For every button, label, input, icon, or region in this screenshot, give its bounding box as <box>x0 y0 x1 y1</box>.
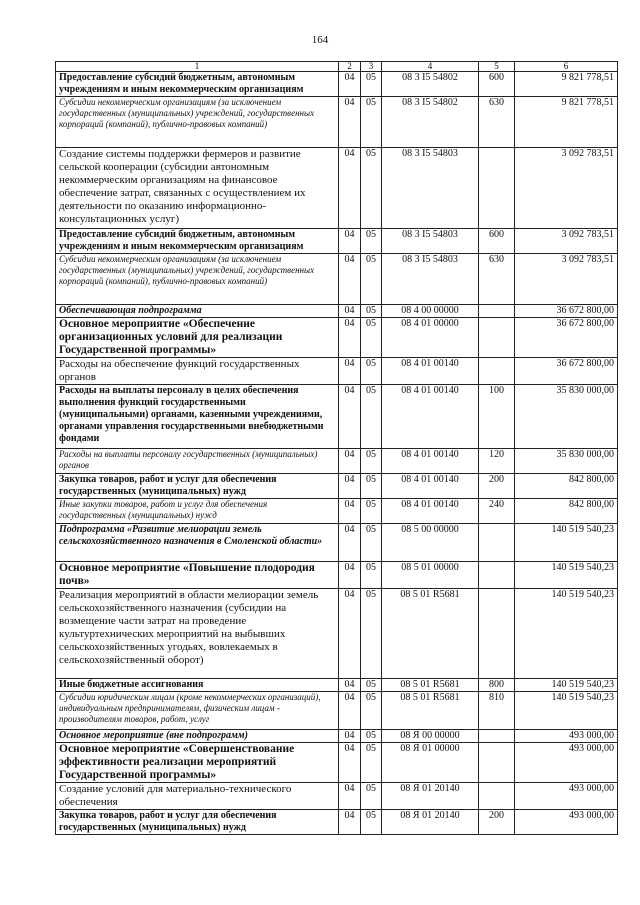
row-section: 04 <box>339 474 361 499</box>
row-section: 04 <box>339 358 361 385</box>
row-expense-type: 100 <box>479 385 515 449</box>
row-target-article: 08 3 I5 54802 <box>382 72 479 97</box>
row-subsection: 05 <box>361 810 382 835</box>
table-row <box>56 730 618 743</box>
row-amount: 140 519 540,23 <box>515 524 618 562</box>
row-amount: 493 000,00 <box>515 783 618 810</box>
row-subsection: 05 <box>361 679 382 692</box>
row-target-article: 08 3 I5 54803 <box>382 229 479 254</box>
row-target-article: 08 Я 00 00000 <box>382 730 479 743</box>
column-header: 5 <box>479 62 515 72</box>
row-amount: 36 672 800,00 <box>515 305 618 318</box>
row-subsection: 05 <box>361 254 382 305</box>
table-row <box>56 72 618 97</box>
row-amount: 3 092 783,51 <box>515 148 618 229</box>
row-target-article: 08 4 00 00000 <box>382 305 479 318</box>
row-section: 04 <box>339 524 361 562</box>
table-row <box>56 318 618 358</box>
row-name: Иные бюджетные ассигнования <box>56 679 339 692</box>
row-expense-type <box>479 305 515 318</box>
row-subsection: 05 <box>361 449 382 474</box>
table-row <box>56 148 618 229</box>
table-row <box>56 97 618 148</box>
row-target-article: 08 4 01 00000 <box>382 318 479 358</box>
row-subsection: 05 <box>361 358 382 385</box>
row-amount: 35 830 000,00 <box>515 449 618 474</box>
row-name: Основное мероприятие «Совершенствование эффективности реализации мероприятий Государственной программы» <box>56 743 339 783</box>
row-section: 04 <box>339 148 361 229</box>
row-section: 04 <box>339 72 361 97</box>
row-target-article: 08 5 01 R5681 <box>382 692 479 730</box>
table-row <box>56 474 618 499</box>
row-target-article: 08 Я 01 20140 <box>382 783 479 810</box>
column-header: 3 <box>361 62 382 72</box>
row-expense-type <box>479 148 515 229</box>
column-header: 6 <box>515 62 618 72</box>
table-row <box>56 743 618 783</box>
row-name: Основное мероприятие (вне подпрограмм) <box>56 730 339 743</box>
row-name: Закупка товаров, работ и услуг для обеспечения государственных (муниципальных) нужд <box>56 810 339 835</box>
row-expense-type: 120 <box>479 449 515 474</box>
row-subsection: 05 <box>361 730 382 743</box>
row-name: Основное мероприятие «Обеспечение организационных условий для реализации Государственной программы» <box>56 318 339 358</box>
row-name: Субсидии юридическим лицам (кроме некоммерческих организаций), индивидуальным предпринимателям, физическим лицам - производителям товаров, работ, услуг <box>56 692 339 730</box>
row-amount: 9 821 778,51 <box>515 72 618 97</box>
row-name: Обеспечивающая подпрограмма <box>56 305 339 318</box>
row-amount: 493 000,00 <box>515 730 618 743</box>
row-amount: 140 519 540,23 <box>515 679 618 692</box>
table-row <box>56 385 618 449</box>
row-amount: 842 800,00 <box>515 499 618 524</box>
row-section: 04 <box>339 254 361 305</box>
row-target-article: 08 5 01 00000 <box>382 562 479 589</box>
row-target-article: 08 3 I5 54802 <box>382 97 479 148</box>
row-subsection: 05 <box>361 524 382 562</box>
table-row <box>56 524 618 562</box>
row-expense-type <box>479 783 515 810</box>
column-header: 4 <box>382 62 479 72</box>
row-expense-type: 800 <box>479 679 515 692</box>
table-row <box>56 449 618 474</box>
table-row <box>56 499 618 524</box>
row-name: Закупка товаров, работ и услуг для обеспечения государственных (муниципальных) нужд <box>56 474 339 499</box>
row-expense-type: 630 <box>479 254 515 305</box>
row-section: 04 <box>339 562 361 589</box>
table-row <box>56 589 618 679</box>
row-name: Субсидии некоммерческим организациям (за исключением государственных (муниципальных) учреждений, государственных корпораций (компаний), публично-правовых компаний) <box>56 254 339 305</box>
row-name: Подпрограмма «Развитие мелиорации земель сельскохозяйственного назначения в Смоленской области» <box>56 524 339 562</box>
table-body <box>56 62 618 835</box>
row-amount: 36 672 800,00 <box>515 358 618 385</box>
row-expense-type: 200 <box>479 474 515 499</box>
column-header-row <box>56 62 618 72</box>
row-name: Иные закупки товаров, работ и услуг для обеспечения государственных (муниципальных) нужд <box>56 499 339 524</box>
row-subsection: 05 <box>361 97 382 148</box>
row-section: 04 <box>339 499 361 524</box>
row-target-article: 08 Я 01 20140 <box>382 810 479 835</box>
row-subsection: 05 <box>361 229 382 254</box>
row-amount: 140 519 540,23 <box>515 562 618 589</box>
row-section: 04 <box>339 589 361 679</box>
row-target-article: 08 5 01 R5681 <box>382 589 479 679</box>
row-subsection: 05 <box>361 783 382 810</box>
row-subsection: 05 <box>361 562 382 589</box>
row-section: 04 <box>339 730 361 743</box>
row-name: Реализация мероприятий в области мелиорации земель сельскохозяйственного назначения (субсидии на возмещение части затрат на проведение культуртехнических мероприятий на выбывших сельскохозяйственных угодьях, вовлекаемых в сельскохозяйственный оборот) <box>56 589 339 679</box>
row-amount: 493 000,00 <box>515 810 618 835</box>
row-expense-type <box>479 743 515 783</box>
row-name: Создание условий для материально-технического обеспечения <box>56 783 339 810</box>
row-subsection: 05 <box>361 385 382 449</box>
row-subsection: 05 <box>361 72 382 97</box>
row-target-article: 08 5 01 R5681 <box>382 679 479 692</box>
page-number: 164 <box>311 34 329 46</box>
row-expense-type <box>479 562 515 589</box>
row-subsection: 05 <box>361 499 382 524</box>
table-row <box>56 229 618 254</box>
row-subsection: 05 <box>361 305 382 318</box>
row-expense-type: 200 <box>479 810 515 835</box>
row-subsection: 05 <box>361 743 382 783</box>
row-name: Предоставление субсидий бюджетным, автономным учреждениям и иным некоммерческим организациям <box>56 229 339 254</box>
row-target-article: 08 4 01 00140 <box>382 449 479 474</box>
table-row <box>56 305 618 318</box>
row-expense-type <box>479 318 515 358</box>
row-expense-type <box>479 358 515 385</box>
row-amount: 3 092 783,51 <box>515 254 618 305</box>
row-name: Расходы на выплаты персоналу государственных (муниципальных) органов <box>56 449 339 474</box>
row-section: 04 <box>339 229 361 254</box>
row-section: 04 <box>339 743 361 783</box>
row-target-article: 08 Я 01 00000 <box>382 743 479 783</box>
table-row <box>56 783 618 810</box>
row-expense-type: 600 <box>479 72 515 97</box>
row-expense-type: 810 <box>479 692 515 730</box>
row-expense-type <box>479 589 515 679</box>
row-section: 04 <box>339 385 361 449</box>
row-amount: 9 821 778,51 <box>515 97 618 148</box>
row-subsection: 05 <box>361 318 382 358</box>
table-row <box>56 254 618 305</box>
row-section: 04 <box>339 810 361 835</box>
row-name: Расходы на выплаты персоналу в целях обеспечения выполнения функций государственными (муниципальными) органами, казенными учреждениями, органами управления государственными внебюджетными фондами <box>56 385 339 449</box>
row-amount: 493 000,00 <box>515 743 618 783</box>
row-expense-type: 630 <box>479 97 515 148</box>
row-target-article: 08 4 01 00140 <box>382 474 479 499</box>
row-section: 04 <box>339 449 361 474</box>
row-target-article: 08 4 01 00140 <box>382 499 479 524</box>
row-target-article: 08 4 01 00140 <box>382 385 479 449</box>
row-section: 04 <box>339 318 361 358</box>
row-subsection: 05 <box>361 474 382 499</box>
table-row <box>56 810 618 835</box>
row-name: Субсидии некоммерческим организациям (за исключением государственных (муниципальных) учреждений, государственных корпораций (компаний), публично-правовых компаний) <box>56 97 339 148</box>
row-name: Основное мероприятие «Повышение плодородия почв» <box>56 562 339 589</box>
row-subsection: 05 <box>361 148 382 229</box>
row-amount: 35 830 000,00 <box>515 385 618 449</box>
row-amount: 140 519 540,23 <box>515 589 618 679</box>
row-amount: 140 519 540,23 <box>515 692 618 730</box>
row-amount: 36 672 800,00 <box>515 318 618 358</box>
row-section: 04 <box>339 679 361 692</box>
column-header: 1 <box>56 62 339 72</box>
row-section: 04 <box>339 97 361 148</box>
row-name: Предоставление субсидий бюджетным, автономным учреждениям и иным некоммерческим организациям <box>56 72 339 97</box>
row-expense-type: 600 <box>479 229 515 254</box>
row-section: 04 <box>339 783 361 810</box>
row-expense-type <box>479 730 515 743</box>
table-row <box>56 562 618 589</box>
row-target-article: 08 3 I5 54803 <box>382 254 479 305</box>
row-amount: 3 092 783,51 <box>515 229 618 254</box>
table-row <box>56 692 618 730</box>
row-target-article: 08 4 01 00140 <box>382 358 479 385</box>
row-target-article: 08 3 I5 54803 <box>382 148 479 229</box>
row-target-article: 08 5 00 00000 <box>382 524 479 562</box>
column-header: 2 <box>339 62 361 72</box>
row-subsection: 05 <box>361 692 382 730</box>
row-section: 04 <box>339 305 361 318</box>
row-name: Расходы на обеспечение функций государственных органов <box>56 358 339 385</box>
row-section: 04 <box>339 692 361 730</box>
row-expense-type: 240 <box>479 499 515 524</box>
row-amount: 842 800,00 <box>515 474 618 499</box>
row-expense-type <box>479 524 515 562</box>
table-row <box>56 679 618 692</box>
row-name: Создание системы поддержки фермеров и развитие сельской кооперации (субсидии автономным некоммерческим организациям на финансовое обеспечение затрат, связанных с осуществлением их деятельности по оказанию информационно-консультационных услуг) <box>56 148 339 229</box>
row-subsection: 05 <box>361 589 382 679</box>
budget-table <box>55 61 618 835</box>
table-row <box>56 358 618 385</box>
